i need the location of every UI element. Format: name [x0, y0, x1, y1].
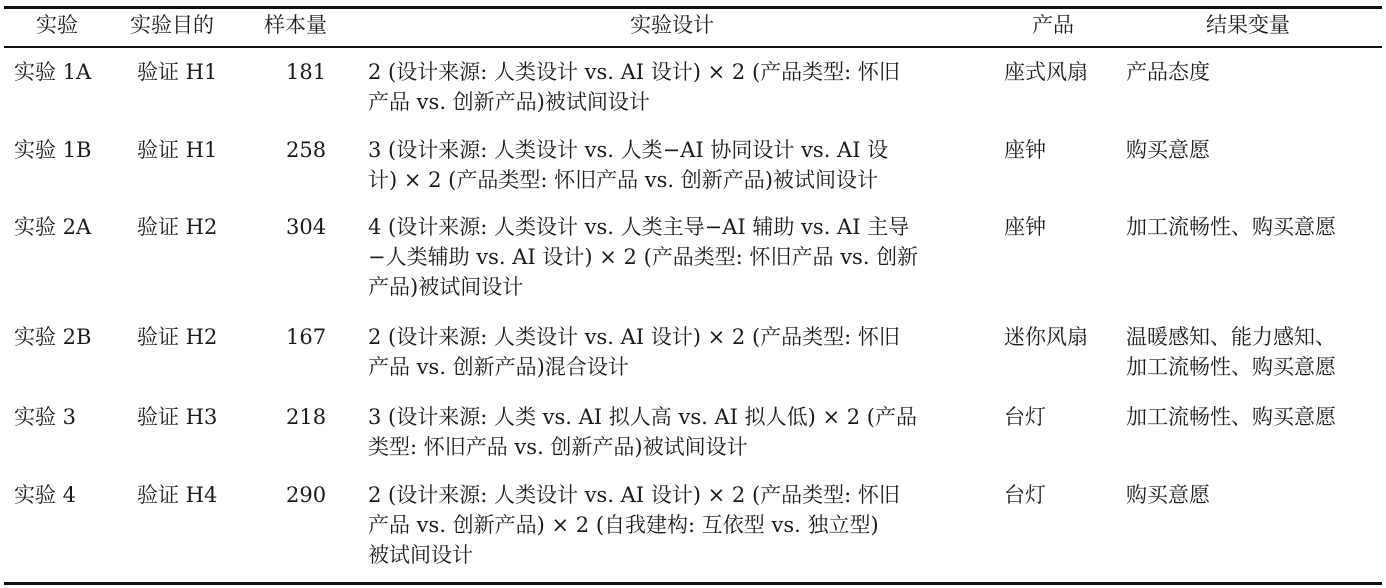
row-purpose: 验证 H1	[137, 138, 218, 162]
design-line: 2 (设计来源: 人类设计 vs. AI 设计) × 2 (产品类型: 怀旧	[368, 483, 900, 507]
header-experiment: 实验	[36, 13, 78, 37]
design-line: 被试间设计	[368, 543, 473, 567]
row-outcome	[1126, 322, 1376, 382]
row-design	[368, 402, 980, 462]
header-purpose: 实验目的	[130, 13, 214, 37]
row-purpose: 验证 H1	[137, 60, 218, 84]
row-purpose: 验证 H4	[137, 483, 218, 507]
row-design	[368, 57, 980, 117]
row-experiment: 实验 2A	[14, 215, 92, 239]
row-sample-size: 304	[286, 215, 327, 239]
row-experiment: 实验 4	[14, 483, 77, 507]
row-product: 台灯	[1004, 405, 1046, 429]
design-line: 计) × 2 (产品类型: 怀旧产品 vs. 创新产品)被试间设计	[368, 168, 878, 192]
outcome-line: 加工流畅性、购买意愿	[1126, 215, 1336, 239]
row-design	[368, 212, 980, 302]
row-product: 迷你风扇	[1004, 325, 1088, 349]
row-experiment: 实验 2B	[14, 325, 92, 349]
design-line: −人类辅助 vs. AI 设计) × 2 (产品类型: 怀旧产品 vs. 创新	[368, 245, 919, 269]
row-outcome	[1126, 57, 1376, 87]
outcome-line: 产品态度	[1126, 60, 1210, 84]
row-outcome	[1126, 135, 1376, 165]
outcome-line: 温暖感知、能力感知、	[1126, 325, 1336, 349]
row-product: 座钟	[1004, 215, 1046, 239]
row-sample-size: 218	[286, 405, 327, 429]
design-line: 3 (设计来源: 人类 vs. AI 拟人高 vs. AI 拟人低) × 2 (产品	[368, 405, 917, 429]
design-line: 产品)被试间设计	[368, 275, 524, 299]
row-sample-size: 290	[286, 483, 327, 507]
row-purpose: 验证 H2	[137, 215, 218, 239]
row-product: 座钟	[1004, 138, 1046, 162]
header-design: 实验设计	[630, 13, 714, 37]
design-line: 4 (设计来源: 人类设计 vs. 人类主导−AI 辅助 vs. AI 主导	[368, 215, 910, 239]
design-line: 3 (设计来源: 人类设计 vs. 人类−AI 协同设计 vs. AI 设	[368, 138, 889, 162]
row-outcome	[1126, 402, 1376, 432]
row-product: 台灯	[1004, 483, 1046, 507]
row-outcome	[1126, 480, 1376, 510]
row-design	[368, 135, 980, 195]
row-sample-size: 167	[286, 325, 327, 349]
row-experiment: 实验 3	[14, 405, 77, 429]
header-product: 产品	[1032, 13, 1074, 37]
row-design	[368, 322, 980, 382]
row-purpose: 验证 H2	[137, 325, 218, 349]
row-sample-size: 258	[286, 138, 327, 162]
design-line: 2 (设计来源: 人类设计 vs. AI 设计) × 2 (产品类型: 怀旧	[368, 325, 900, 349]
outcome-line: 购买意愿	[1126, 138, 1210, 162]
row-purpose: 验证 H3	[137, 405, 218, 429]
header-sample-size: 样本量	[264, 13, 327, 37]
row-experiment: 实验 1A	[14, 60, 92, 84]
row-design	[368, 480, 980, 570]
outcome-line: 购买意愿	[1126, 483, 1210, 507]
table-top-rule	[4, 6, 1382, 9]
outcome-line: 加工流畅性、购买意愿	[1126, 405, 1336, 429]
row-outcome	[1126, 212, 1376, 242]
design-line: 产品 vs. 创新产品) × 2 (自我建构: 互依型 vs. 独立型)	[368, 513, 879, 537]
table-header-rule	[4, 46, 1382, 48]
design-line: 产品 vs. 创新产品)被试间设计	[368, 90, 650, 114]
header-outcome: 结果变量	[1206, 13, 1290, 37]
row-sample-size: 181	[286, 60, 327, 84]
design-line: 产品 vs. 创新产品)混合设计	[368, 355, 629, 379]
design-line: 类型: 怀旧产品 vs. 创新产品)被试间设计	[368, 435, 748, 459]
design-line: 2 (设计来源: 人类设计 vs. AI 设计) × 2 (产品类型: 怀旧	[368, 60, 900, 84]
row-product: 座式风扇	[1004, 60, 1088, 84]
outcome-line: 加工流畅性、购买意愿	[1126, 355, 1336, 379]
row-experiment: 实验 1B	[14, 138, 92, 162]
table-bottom-rule	[4, 582, 1382, 585]
